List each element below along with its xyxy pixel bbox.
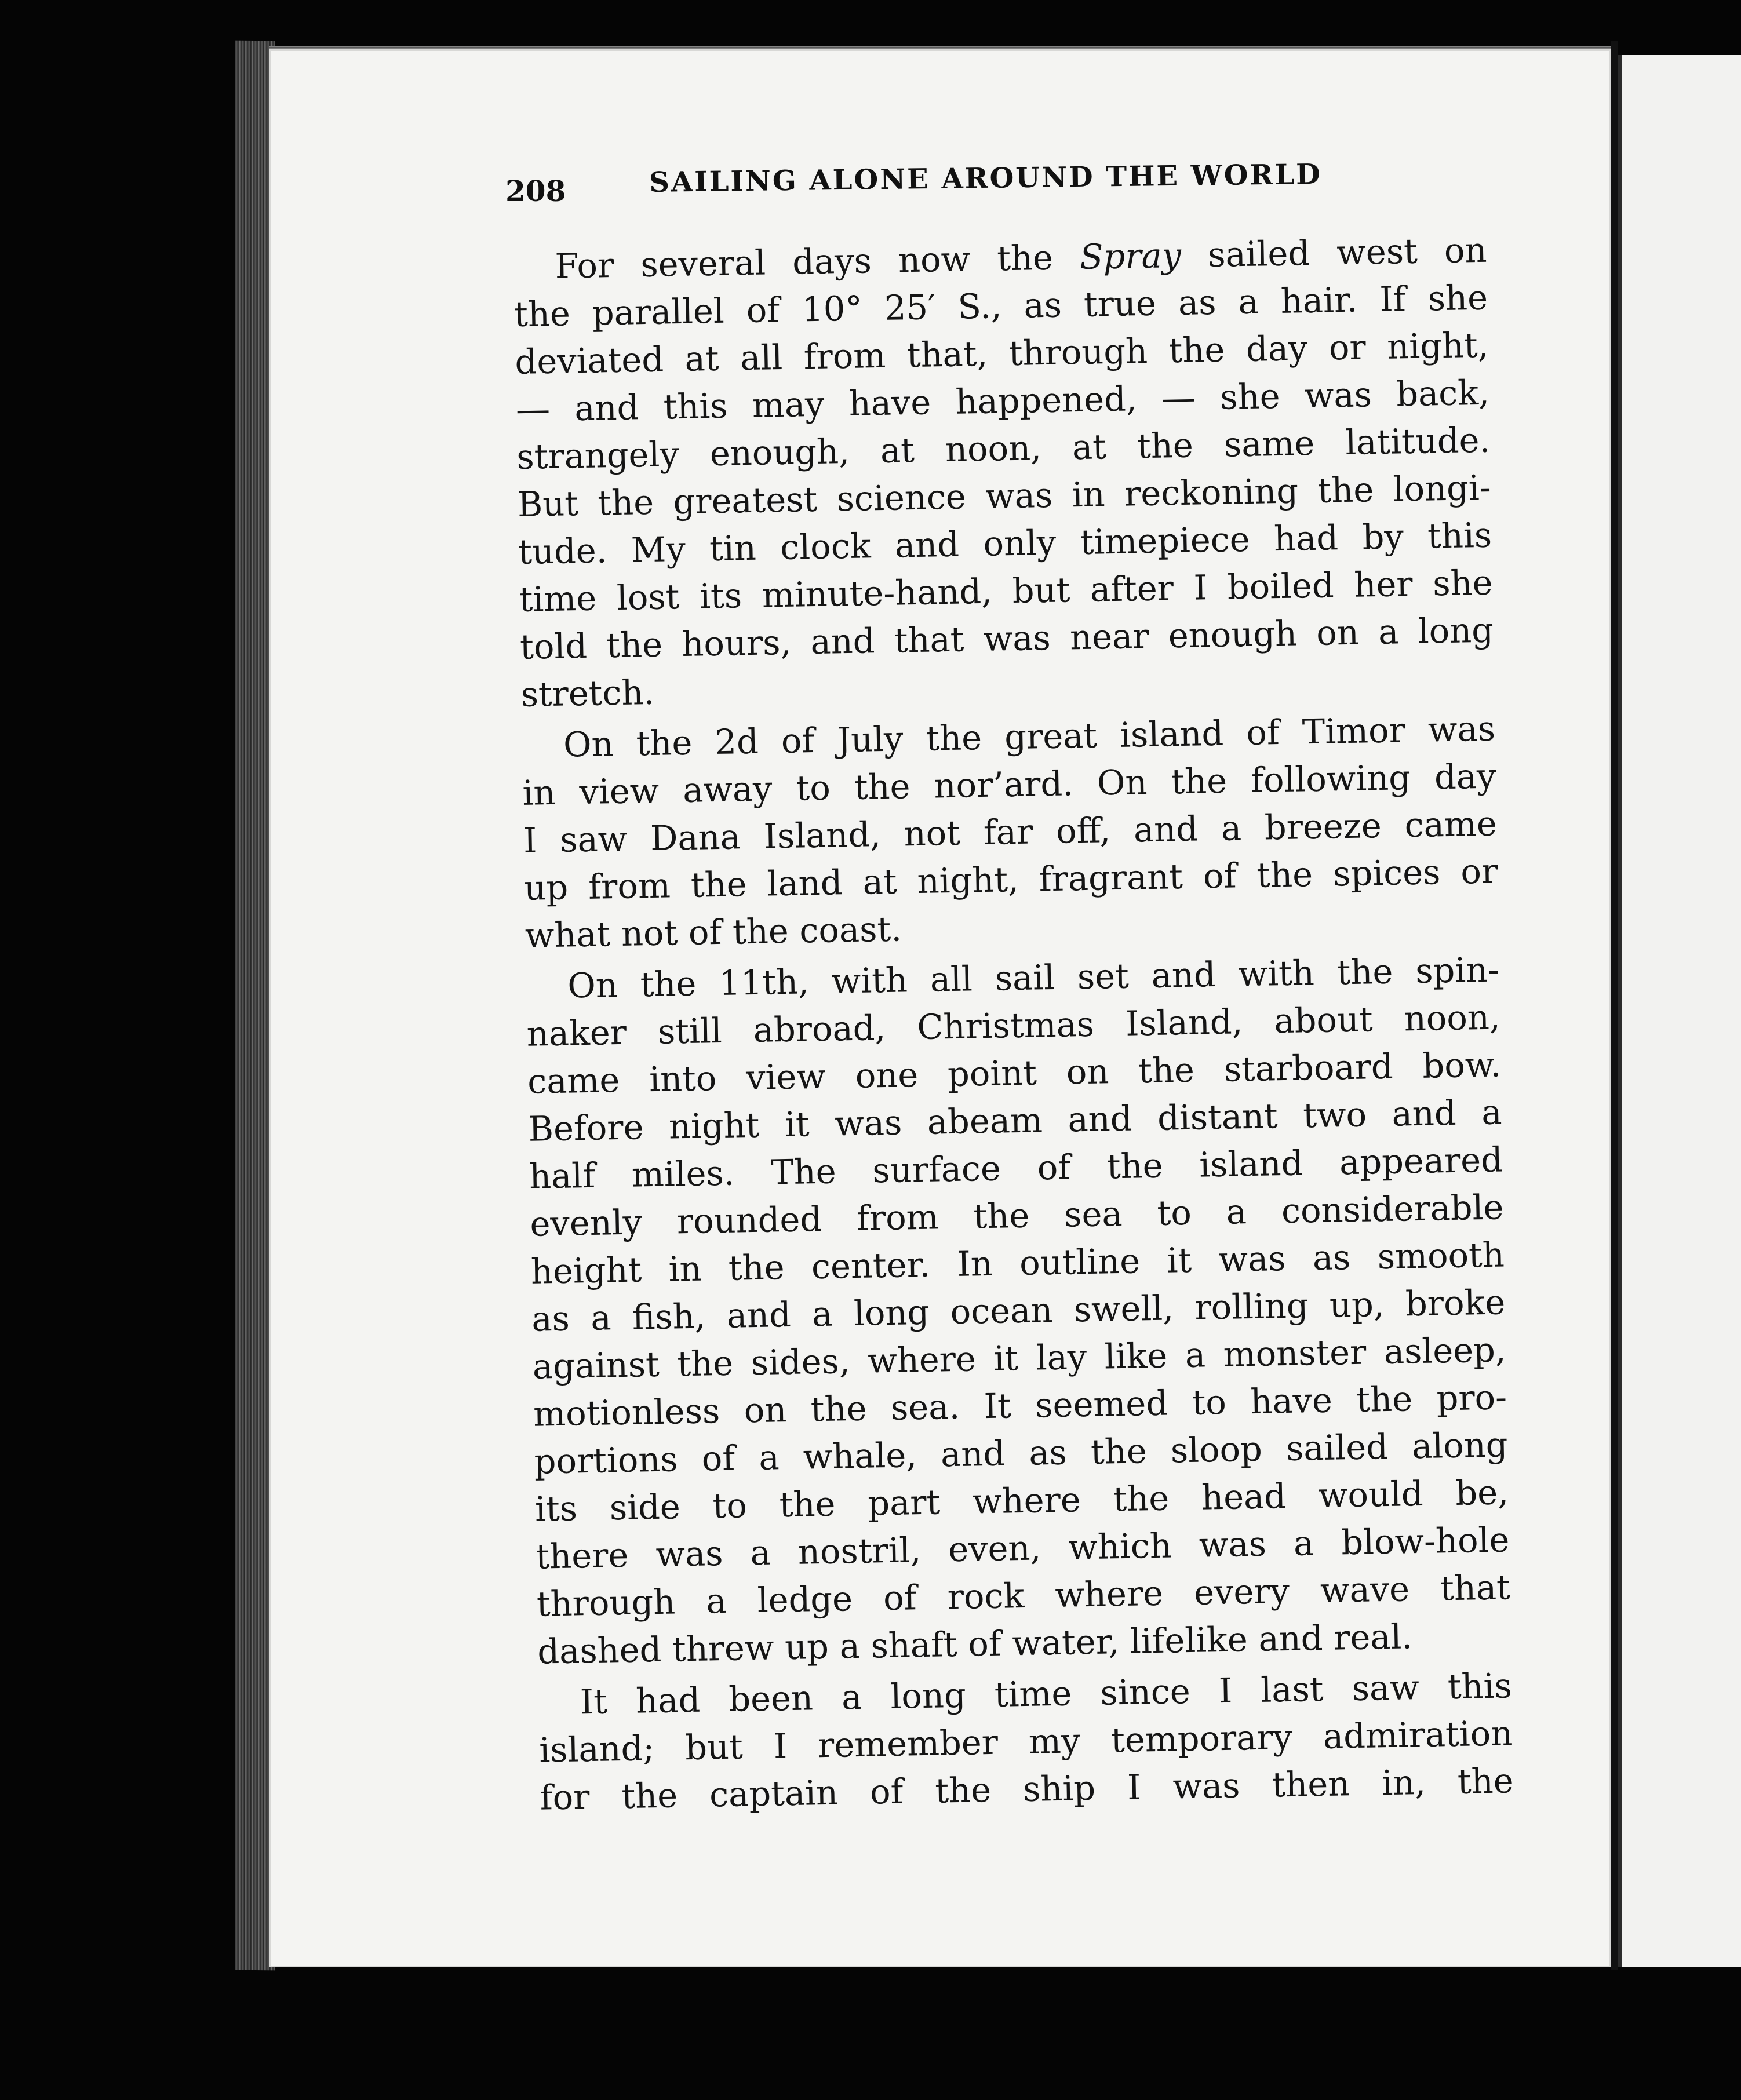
page-number: 208: [505, 174, 566, 208]
text-line: for the captain of the ship I was then in, the: [540, 1760, 1514, 1818]
facing-page-edge: [1618, 55, 1741, 1967]
text-line: portions of a whale, and as the sloop sailed along: [534, 1424, 1509, 1482]
text-line: there was a nostril, even, which was a blow-hole: [535, 1519, 1510, 1577]
paragraph: [521, 705, 1499, 960]
text-line: came into view one point on the starboard bow.: [527, 1044, 1502, 1102]
text-line: through a ledge of rock where every wave that: [536, 1567, 1511, 1624]
paragraph: [538, 1662, 1514, 1821]
text-line: island; but I remember my temporary admiration: [538, 1713, 1513, 1770]
text-line: I saw Dana Island, not far off, and a breeze came: [523, 803, 1498, 861]
text-line: naker still abroad, Christmas Island, about noon,: [526, 997, 1501, 1054]
text-line: tude. My tin clock and only timepiece had by this: [518, 515, 1492, 572]
text-line: It had been a long time since I last saw this: [580, 1665, 1513, 1722]
text-line: dashed threw up a shaft of water, lifelike and real.: [537, 1616, 1413, 1672]
text-line: stretch.: [520, 672, 655, 714]
facing-page-shadow: [1618, 55, 1622, 1967]
text-line: Before night it was abeam and distant two and a: [528, 1092, 1503, 1149]
text-line: strangely enough, at noon, at the same latitude.: [516, 420, 1491, 477]
text-line: deviated at all from that, through the day or night,: [514, 325, 1489, 382]
text-line: For several days now the Spray sailed west on: [555, 229, 1488, 286]
text-line: time lost its minute-hand, but after I boiled her she: [519, 562, 1494, 619]
text-line: half miles. The surface of the island appeared: [529, 1139, 1503, 1197]
text-line: On the 2d of July the great island of Timor was: [563, 708, 1496, 765]
text-line: as a fish, and a long ocean swell, rolling up, broke: [531, 1282, 1506, 1339]
text-line: height in the center. In outline it was as smooth: [530, 1234, 1505, 1292]
paragraph: [513, 227, 1495, 719]
text-line: motionless on the sea. It seemed to have the pro-: [533, 1377, 1507, 1434]
text-line: evenly rounded from the sea to a considerable: [529, 1187, 1504, 1244]
ship-name: Spray: [1079, 235, 1182, 277]
text-line: up from the land at night, fragrant of the spices or: [523, 851, 1498, 908]
running-title: SAILING ALONE AROUND THE WORLD: [649, 158, 1323, 199]
book-gutter: [1611, 41, 1618, 1970]
text-line: the parallel of 10° 25′ S., as true as a hair. If she: [513, 277, 1488, 334]
text-line: its side to the part where the head would be,: [534, 1472, 1509, 1529]
text-line: On the 11th, with all sail set and with the spin-: [567, 949, 1500, 1006]
body-text: [513, 227, 1514, 1822]
paragraph: [526, 946, 1511, 1675]
text-line: told the hours, and that was near enough on a long: [519, 610, 1494, 667]
text-line: against the sides, where it lay like a monster asleep,: [532, 1329, 1507, 1387]
text-line: But the greatest science was in reckoning the longi-: [517, 467, 1492, 524]
text-line: — and this may have happened, — she was back,: [515, 372, 1490, 429]
text-line: in view away to the nor’ard. On the following day: [522, 756, 1496, 813]
text-line: what not of the coast.: [525, 909, 902, 956]
